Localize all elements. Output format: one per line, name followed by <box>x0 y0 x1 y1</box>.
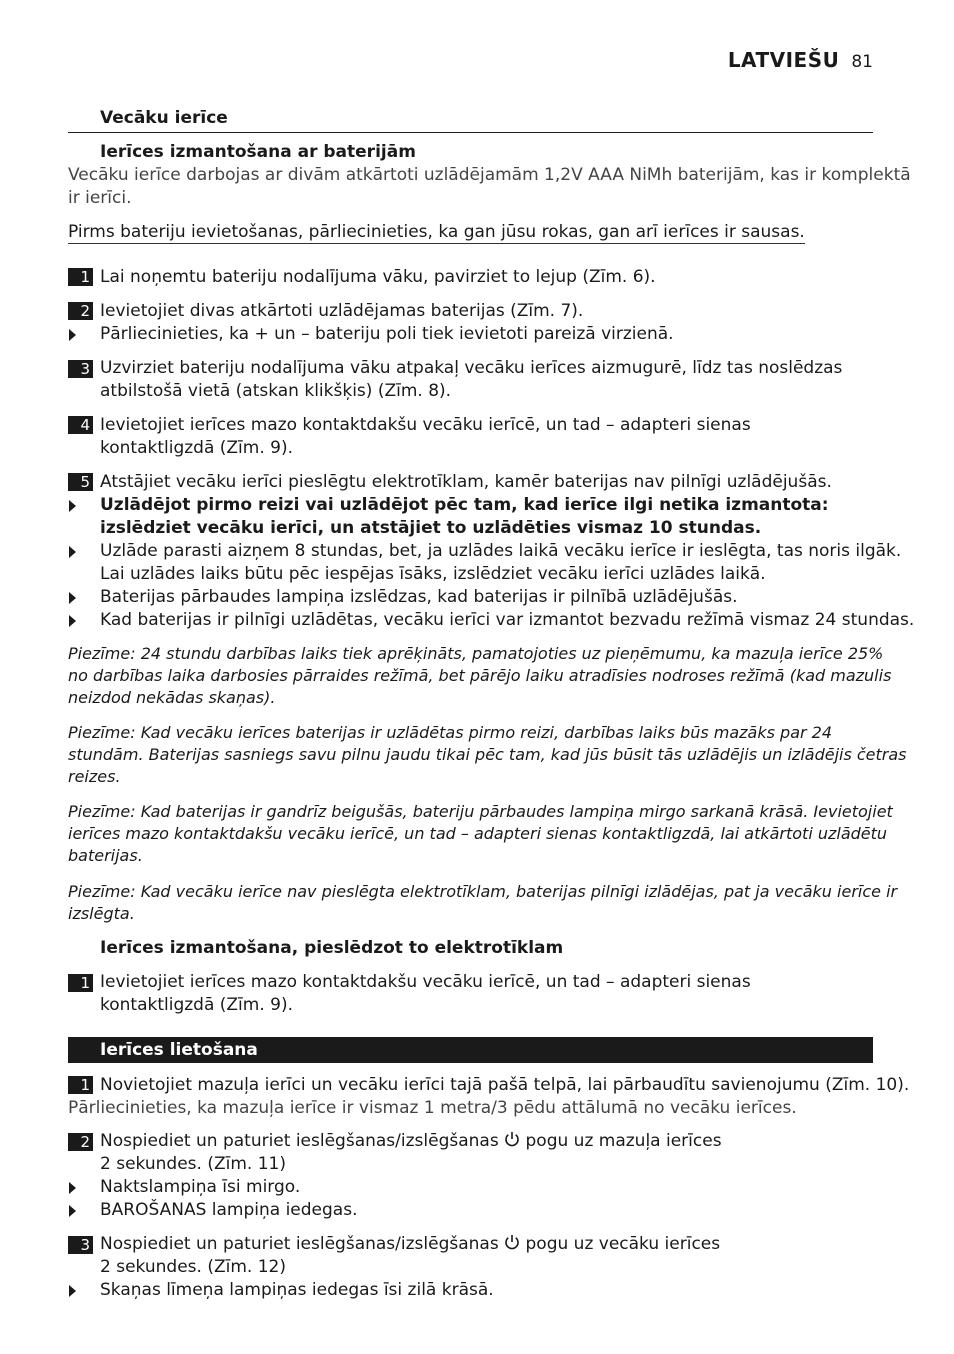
bullet-text: Uzlāde parasti aizņem 8 stundas, bet, ja uzlādes laikā vecāku ierīce ir ieslēgta, tas noris ilgāk. <box>100 541 902 561</box>
step-number: 1 <box>68 974 93 992</box>
note-line: izslēgta. <box>68 904 135 923</box>
bullet-icon <box>69 615 76 627</box>
step-number: 4 <box>68 416 93 434</box>
bullet-icon <box>69 546 76 558</box>
step-text: atbilstošā vietā (atskan klikšķis) (Zīm. 8). <box>100 381 452 401</box>
bullet-icon <box>69 592 76 604</box>
step-text: Ievietojiet divas atkārtoti uzlādējamas baterijas (Zīm. 7). <box>100 301 584 321</box>
step-number: 2 <box>68 302 93 320</box>
note-line: Piezīme: 24 stundu darbības laiks tiek aprēķināts, pamatojoties uz pieņēmumu, ka mazuļa ierīce 25% <box>68 644 884 663</box>
language-label: LATVIEŠU <box>727 48 840 72</box>
bullet-icon <box>69 1285 76 1297</box>
step-text-post: pogu uz vecāku ierīces <box>525 1234 721 1254</box>
power-icon <box>504 1234 520 1250</box>
bullet-text-bold: izslēdziet vecāku ierīci, un atstājiet to uzlādēties vismaz 10 stundas. <box>100 518 762 538</box>
bullet-text-bold: Uzlādējot pirmo reizi vai uzlādējot pēc tam, kad ierīce ilgi netika izmantota: <box>100 495 829 515</box>
step-number: 1 <box>68 1076 93 1094</box>
step-text: 2 sekundes. (Zīm. 12) <box>100 1257 286 1277</box>
section-title: Ierīces lietošana <box>100 1040 258 1060</box>
intro-line-1: Vecāku ierīce darbojas ar divām atkārtoti uzlādējamām 1,2V AAA NiMh baterijām, kas ir komplektā <box>68 165 911 185</box>
step-text: Lai noņemtu bateriju nodalījuma vāku, pavirziet to lejup (Zīm. 6). <box>100 267 656 287</box>
step-subtext: Pārliecinieties, ka mazuļa ierīce ir vismaz 1 metra/3 pēdu attālumā no vecāku ierīces. <box>68 1098 797 1118</box>
bullet-icon <box>69 1205 76 1217</box>
bullet-text: Skaņas līmeņa lampiņas iedegas īsi zilā krāsā. <box>100 1280 494 1300</box>
note-line: baterijas. <box>68 846 143 865</box>
step-text: Atstājiet vecāku ierīci pieslēgtu elektrotīklam, kamēr baterijas nav pilnīgi uzlādējušās. <box>100 472 832 492</box>
step-number: 5 <box>68 473 93 491</box>
warning-text <box>68 221 805 244</box>
bullet-text: Lai uzlādes laiks būtu pēc iespējas īsāks, izslēdziet vecāku ierīci uzlādes laikā. <box>100 564 766 584</box>
bullet-text: BAROŠANAS lampiņa iedegas. <box>100 1200 358 1220</box>
subsection-title: Ierīces izmantošana ar baterijām <box>100 142 416 162</box>
bullet-icon <box>69 500 76 512</box>
step-text: Novietojiet mazuļa ierīci un vecāku ierīci tajā pašā telpā, lai pārbaudītu savienojumu (Zīm. 10). <box>100 1075 910 1095</box>
step-text: 2 sekundes. (Zīm. 11) <box>100 1154 286 1174</box>
step-text-pre: Nospiediet un paturiet ieslēgšanas/izslēgšanas <box>100 1131 499 1151</box>
bullet-text: Naktslampiņa īsi mirgo. <box>100 1177 301 1197</box>
note-line: no darbības laika darbosies pārraides režīmā, bet pārējo laiku atradīsies nodroses režīmā (kad mazulis <box>68 666 892 685</box>
step-text <box>100 1233 720 1256</box>
step-text: kontaktligzdā (Zīm. 9). <box>100 438 294 458</box>
section-title-bar <box>68 1037 873 1063</box>
step-number: 1 <box>68 268 93 286</box>
power-icon <box>504 1131 520 1147</box>
bullet-icon <box>69 1182 76 1194</box>
step-text: Uzvirziet bateriju nodalījuma vāku atpakaļ vecāku ierīces aizmugurē, līdz tas noslēdzas <box>100 358 843 378</box>
subsection-title: Ierīces izmantošana, pieslēdzot to elektrotīklam <box>100 938 564 958</box>
step-text: Ievietojiet ierīces mazo kontaktdakšu vecāku ierīcē, un tad – adapteri sienas <box>100 972 751 992</box>
intro-line-2: ir ierīci. <box>68 188 132 208</box>
step-number: 3 <box>68 360 93 378</box>
step-text: kontaktligzdā (Zīm. 9). <box>100 995 294 1015</box>
page-header <box>728 48 873 72</box>
step-number: 3 <box>68 1236 93 1254</box>
step-text-post: pogu uz mazuļa ierīces <box>525 1131 722 1151</box>
note-line: neizdod nekādas skaņas). <box>68 688 276 707</box>
step-text <box>100 1130 722 1153</box>
bullet-text: Kad baterijas ir pilnīgi uzlādētas, vecāku ierīci var izmantot bezvadu režīmā vismaz 24 stundas. <box>100 610 915 630</box>
bullet-text: Baterijas pārbaudes lampiņa izslēdzas, kad baterijas ir pilnībā uzlādējušās. <box>100 587 738 607</box>
section-rule <box>68 132 873 133</box>
note-line: reizes. <box>68 767 121 786</box>
bullet-icon <box>69 329 76 341</box>
note-line: Piezīme: Kad vecāku ierīce nav pieslēgta elektrotīklam, baterijas pilnīgi izlādējas, pat ja vecāku ierīce ir <box>68 882 898 901</box>
step-text-pre: Nospiediet un paturiet ieslēgšanas/izslēgšanas <box>100 1234 499 1254</box>
section-title: Vecāku ierīce <box>100 108 228 128</box>
note-line: Piezīme: Kad baterijas ir gandrīz beigušās, bateriju pārbaudes lampiņa mirgo sarkanā krāsā. Ievietojiet <box>68 802 893 821</box>
note-line: stundām. Baterijas sasniegs savu pilnu jaudu tikai pēc tam, kad jūs būsit tās uzlādējis un izlādējis četras <box>68 745 907 764</box>
warning-underlined: Pirms bateriju ievietošanas, pārliecinieties, ka gan jūsu rokas, gan arī ierīces ir sausas. <box>68 222 805 242</box>
page-number: 81 <box>851 52 873 72</box>
step-text: Ievietojiet ierīces mazo kontaktdakšu vecāku ierīcē, un tad – adapteri sienas <box>100 415 751 435</box>
note-line: ierīces mazo kontaktdakšu vecāku ierīcē, un tad – adapteri sienas kontaktligzdā, lai atkārtoti uzlādētu <box>68 824 888 843</box>
step-number: 2 <box>68 1133 93 1151</box>
note-line: Piezīme: Kad vecāku ierīces baterijas ir uzlādētas pirmo reizi, darbības laiks būs mazāks par 24 <box>68 723 833 742</box>
bullet-text: Pārliecinieties, ka + un – bateriju poli tiek ievietoti pareizā virzienā. <box>100 324 674 344</box>
